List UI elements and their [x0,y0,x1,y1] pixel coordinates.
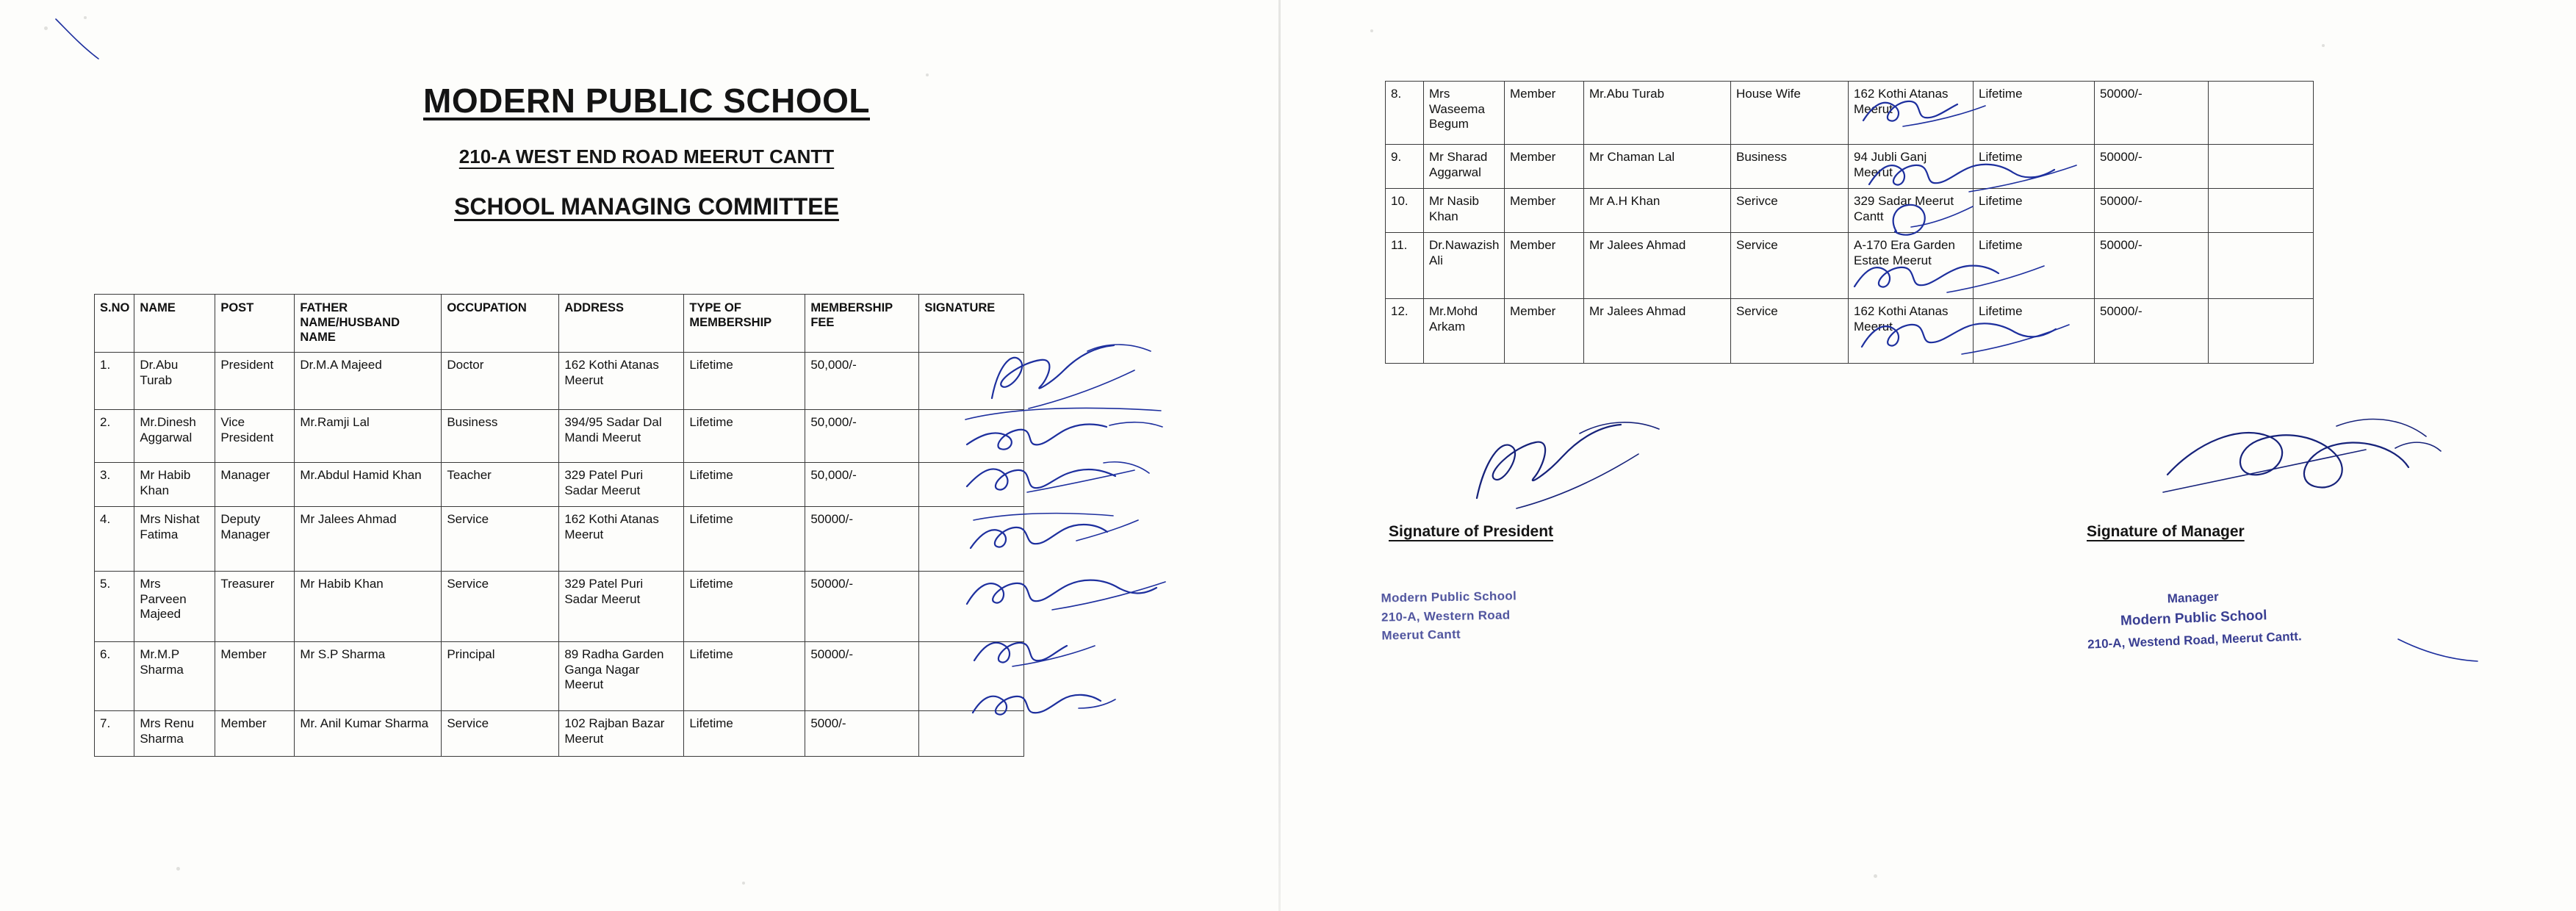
cell-occupation: Service [442,571,559,641]
column-header-address: ADDRESS [559,295,684,353]
cell-address: A-170 Era Garden Estate Meerut [1849,233,1974,299]
table-row [1386,233,2314,299]
cell-signature [919,506,1024,571]
cell-fee: 50000/- [805,571,919,641]
cell-type: Lifetime [684,463,805,506]
document-heading [242,81,1051,220]
cell-type: Lifetime [684,571,805,641]
cell-fee: 50000/- [805,641,919,710]
table-row [1386,145,2314,189]
cell-fee: 50000/- [2095,189,2209,233]
cell-occupation: Business [442,410,559,463]
cell-type: Lifetime [1974,82,2095,145]
cell-sno: 3. [95,463,134,506]
cell-father: Mr Jalees Ahmad [1584,299,1731,364]
column-header-sno: S.NO [95,295,134,353]
president-signature-caption: Signature of President [1389,523,1554,540]
cell-type: Lifetime [1974,299,2095,364]
column-header-type: TYPE OF MEMBERSHIP [684,295,805,353]
table-row [95,353,1024,410]
cell-signature [2209,299,2314,364]
table-row [1386,189,2314,233]
cell-address: 102 Rajban Bazar Meerut [559,710,684,756]
cell-sno: 12. [1386,299,1424,364]
cell-father: Dr.M.A Majeed [295,353,442,410]
committee-table-part-1 [94,294,1024,757]
cell-signature [919,410,1024,463]
president-stamp-line-2: 210-A, Western Road [1381,608,1511,624]
document-subtitle: SCHOOL MANAGING COMMITTEE [454,193,839,220]
cell-post: Member [1505,145,1584,189]
cell-father: Mr.Abu Turab [1584,82,1731,145]
committee-table-part-2 [1385,81,2314,364]
cell-type: Lifetime [684,410,805,463]
cell-type: Lifetime [684,353,805,410]
cell-post: Member [1505,82,1584,145]
table-row [95,410,1024,463]
cell-father: Mr A.H Khan [1584,189,1731,233]
cell-signature [919,710,1024,756]
manager-stamp [2085,583,2302,654]
cell-address: 162 Kothi Atanas Meerut [1849,82,1974,145]
cell-post: Manager [215,463,295,506]
cell-father: Mr Jalees Ahmad [295,506,442,571]
cell-occupation: Business [1731,145,1849,189]
cell-signature [919,641,1024,710]
cell-occupation: House Wife [1731,82,1849,145]
cell-fee: 50000/- [2095,233,2209,299]
cell-post: Member [1505,233,1584,299]
cell-fee: 50,000/- [805,463,919,506]
cell-type: Lifetime [684,641,805,710]
cell-fee: 50000/- [2095,299,2209,364]
cell-father: Mr Jalees Ahmad [1584,233,1731,299]
president-stamp-line-1: Modern Public School [1381,588,1517,605]
president-stamp [1381,586,1517,645]
cell-name: Mr.M.P Sharma [134,641,215,710]
cell-occupation: Doctor [442,353,559,410]
column-header-father: FATHER NAME/HUSBAND NAME [295,295,442,353]
cell-post: Member [215,710,295,756]
school-name: MODERN PUBLIC SCHOOL [423,82,870,120]
cell-name: Mr Nasib Khan [1424,189,1505,233]
cell-occupation: Teacher [442,463,559,506]
cell-post: Member [1505,189,1584,233]
cell-name: Dr.Abu Turab [134,353,215,410]
cell-post: Member [215,641,295,710]
cell-father: Mr Chaman Lal [1584,145,1731,189]
cell-type: Lifetime [1974,145,2095,189]
table-header-row [95,295,1024,353]
manager-signature-caption: Signature of Manager [2087,523,2245,540]
cell-occupation: Service [442,710,559,756]
cell-sno: 6. [95,641,134,710]
table-row [1386,82,2314,145]
cell-sno: 10. [1386,189,1424,233]
cell-address: 394/95 Sadar Dal Mandi Meerut [559,410,684,463]
cell-address: 94 Jubli Ganj Meerut [1849,145,1974,189]
cell-address: 162 Kothi Atanas Meerut [1849,299,1974,364]
column-header-signature: SIGNATURE [919,295,1024,353]
cell-name: Mrs Renu Sharma [134,710,215,756]
cell-post: Member [1505,299,1584,364]
right-page [1282,0,2576,911]
cell-occupation: Serivce [1731,189,1849,233]
cell-father: Mr.Ramji Lal [295,410,442,463]
cell-father: Mr Habib Khan [295,571,442,641]
cell-name: Dr.Nawazish Ali [1424,233,1505,299]
table-row [95,571,1024,641]
column-header-post: POST [215,295,295,353]
cell-name: Mrs Parveen Majeed [134,571,215,641]
cell-post: Deputy Manager [215,506,295,571]
column-header-fee: MEMBERSHIP FEE [805,295,919,353]
cell-fee: 5000/- [805,710,919,756]
cell-post: Vice President [215,410,295,463]
cell-sno: 11. [1386,233,1424,299]
cell-occupation: Service [1731,233,1849,299]
cell-signature [919,353,1024,410]
cell-name: Mrs Nishat Fatima [134,506,215,571]
manager-stamp-line-2: Modern Public School [2120,608,2267,630]
cell-sno: 2. [95,410,134,463]
table-row [95,463,1024,506]
cell-address: 329 Sadar Meerut Cantt [1849,189,1974,233]
column-header-occupation: OCCUPATION [442,295,559,353]
table-row [95,710,1024,756]
manager-stamp-line-3: 210-A, Westend Road, Meerut Cantt. [2087,628,2302,652]
cell-signature [2209,233,2314,299]
cell-name: Mr Habib Khan [134,463,215,506]
table-row [95,641,1024,710]
column-header-name: NAME [134,295,215,353]
cell-father: Mr. Anil Kumar Sharma [295,710,442,756]
cell-sno: 9. [1386,145,1424,189]
cell-signature [2209,82,2314,145]
cell-type: Lifetime [1974,189,2095,233]
cell-address: 89 Radha Garden Ganga Nagar Meerut [559,641,684,710]
cell-type: Lifetime [684,506,805,571]
cell-post: Treasurer [215,571,295,641]
cell-father: Mr.Abdul Hamid Khan [295,463,442,506]
cell-name: Mrs Waseema Begum [1424,82,1505,145]
cell-signature [919,571,1024,641]
cell-post: President [215,353,295,410]
cell-signature [919,463,1024,506]
left-page [0,0,1278,911]
cell-fee: 50,000/- [805,410,919,463]
cell-address: 329 Patel Puri Sadar Meerut [559,463,684,506]
cell-address: 162 Kothi Atanas Meerut [559,506,684,571]
cell-signature [2209,189,2314,233]
table-row [1386,299,2314,364]
cell-sno: 1. [95,353,134,410]
cell-address: 162 Kothi Atanas Meerut [559,353,684,410]
school-address: 210-A WEST END ROAD MEERUT CANTT [458,145,835,168]
manager-stamp-line-1: Manager [2167,589,2219,606]
cell-occupation: Service [442,506,559,571]
cell-sno: 8. [1386,82,1424,145]
cell-fee: 50000/- [805,506,919,571]
committee-table [94,294,1024,757]
cell-fee: 50000/- [2095,82,2209,145]
page-fold-seam [1278,0,1281,911]
cell-fee: 50,000/- [805,353,919,410]
cell-sno: 4. [95,506,134,571]
cell-sno: 5. [95,571,134,641]
cell-name: Mr Sharad Aggarwal [1424,145,1505,189]
cell-occupation: Principal [442,641,559,710]
cell-father: Mr S.P Sharma [295,641,442,710]
committee-table-continued [1385,81,2314,364]
cell-signature [2209,145,2314,189]
cell-type: Lifetime [684,710,805,756]
cell-occupation: Service [1731,299,1849,364]
cell-name: Mr.Dinesh Aggarwal [134,410,215,463]
cell-address: 329 Patel Puri Sadar Meerut [559,571,684,641]
cell-name: Mr.Mohd Arkam [1424,299,1505,364]
cell-sno: 7. [95,710,134,756]
table-row [95,506,1024,571]
cell-type: Lifetime [1974,233,2095,299]
president-stamp-line-3: Meerut Cantt [1381,627,1461,643]
cell-fee: 50000/- [2095,145,2209,189]
